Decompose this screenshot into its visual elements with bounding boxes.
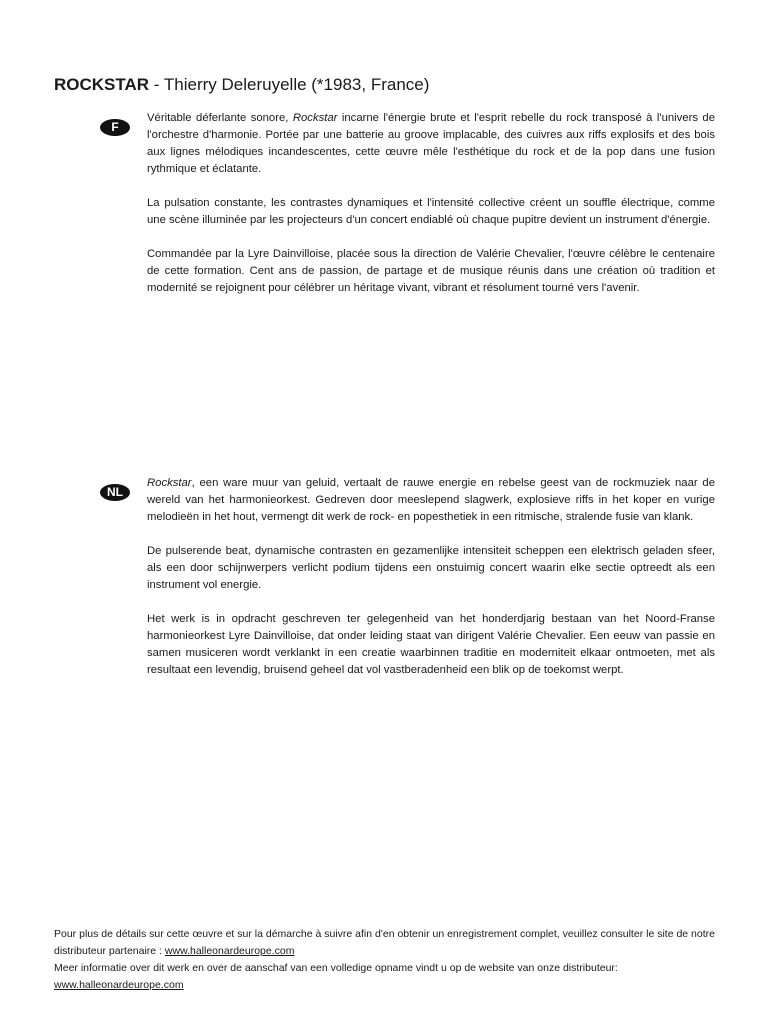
dutch-p1-rest: , een ware muur van geluid, vertaalt de rauwe energie en rebelse geest van de rockmuziek naar de wereld van het harmonieorkest. Gedreven door meeslepend slagwerk, explosieve riffs in het koper en vurige melodieën in het hout, vermengt dit werk de rock- en popesthetiek in een ritmische, stralende fusie van klank. — [147, 477, 715, 523]
footer-french-note — [54, 926, 715, 960]
footer-dutch-note: Meer informatie over dit werk en over de aanschaf van een volledige opname vindt u op de website van onze distributeur: — [54, 962, 618, 974]
dutch-section — [147, 475, 715, 679]
french-p1-rest: incarne l'énergie brute et l'esprit rebelle du rock transposé à l'univers de l'orchestre d'harmonie. Portée par une batterie au groove implacable, des cuivres aux riffs explosifs et des bois aux lignes mélodiques incandescentes, cette œuvre mêle l'esthétique du rock et de la pop dans une fusion rythmique et éclatante. — [147, 112, 715, 175]
french-language-badge: F — [100, 119, 130, 136]
page-title — [54, 74, 429, 96]
dutch-p1-work-title: Rockstar — [147, 477, 192, 489]
work-title: ROCKSTAR — [54, 75, 150, 94]
french-p1-work-title: Rockstar — [292, 112, 338, 124]
french-p1-start: Véritable déferlante sonore, — [147, 112, 293, 124]
dutch-paragraph-2: De pulserende beat, dynamische contrasten en gezamenlijke intensiteit scheppen een elektrisch geladen sfeer, als een door schijnwerpers verlicht podium tijdens een onstuimig concert waarin elke sectie optreedt als een instrument vol energie. — [147, 545, 715, 591]
footer — [54, 926, 715, 994]
french-paragraph-1 — [147, 110, 715, 178]
composer-name: Thierry Deleruyelle (*1983, France) — [163, 75, 430, 94]
footer-french-link[interactable]: www.halleonardeurope.com — [164, 945, 295, 957]
dutch-language-badge: NL — [100, 484, 130, 501]
footer-dutch-link-line — [54, 977, 715, 994]
footer-dutch-link[interactable]: www.halleonardeurope.com — [54, 979, 184, 991]
title-separator: - — [149, 75, 164, 94]
footer-french-text: Pour plus de détails sur cette œuvre et sur la démarche à suivre afin d'en obtenir un enregistrement complet, veuillez consulter le site de notre distributeur partenaire : — [54, 928, 715, 957]
dutch-paragraph-1 — [147, 475, 715, 526]
french-paragraph-2: La pulsation constante, les contrastes dynamiques et l'intensité collective créent un souffle électrique, comme une scène illuminée par les projecteurs d'un concert endiablé où chaque pupitre devient un instrument d'énergie. — [147, 197, 715, 226]
dutch-paragraph-3: Het werk is in opdracht geschreven ter gelegenheid van het honderdjarig bestaan van het Noord-Franse harmonieorkest Lyre Dainvilloise, dat onder leiding staat van dirigent Valérie Chevalier. Een eeuw van passie en samen musiceren wordt verklankt in een creatie waarbinnen traditie en moderniteit elkaar ontmoeten, met als resultaat een levendig, bruisend geheel dat vol vastberadenheid een blik op de toekomst werpt. — [147, 613, 715, 676]
french-paragraph-3: Commandée par la Lyre Dainvilloise, placée sous la direction de Valérie Chevalier, l'œuvre célèbre le centenaire de cette formation. Cent ans de passion, de partage et de musique réunis dans une création où tradition et modernité se rejoignent pour célébrer un héritage vivant, vibrant et résolument tourné vers l'avenir. — [147, 248, 715, 294]
french-section — [147, 110, 715, 297]
